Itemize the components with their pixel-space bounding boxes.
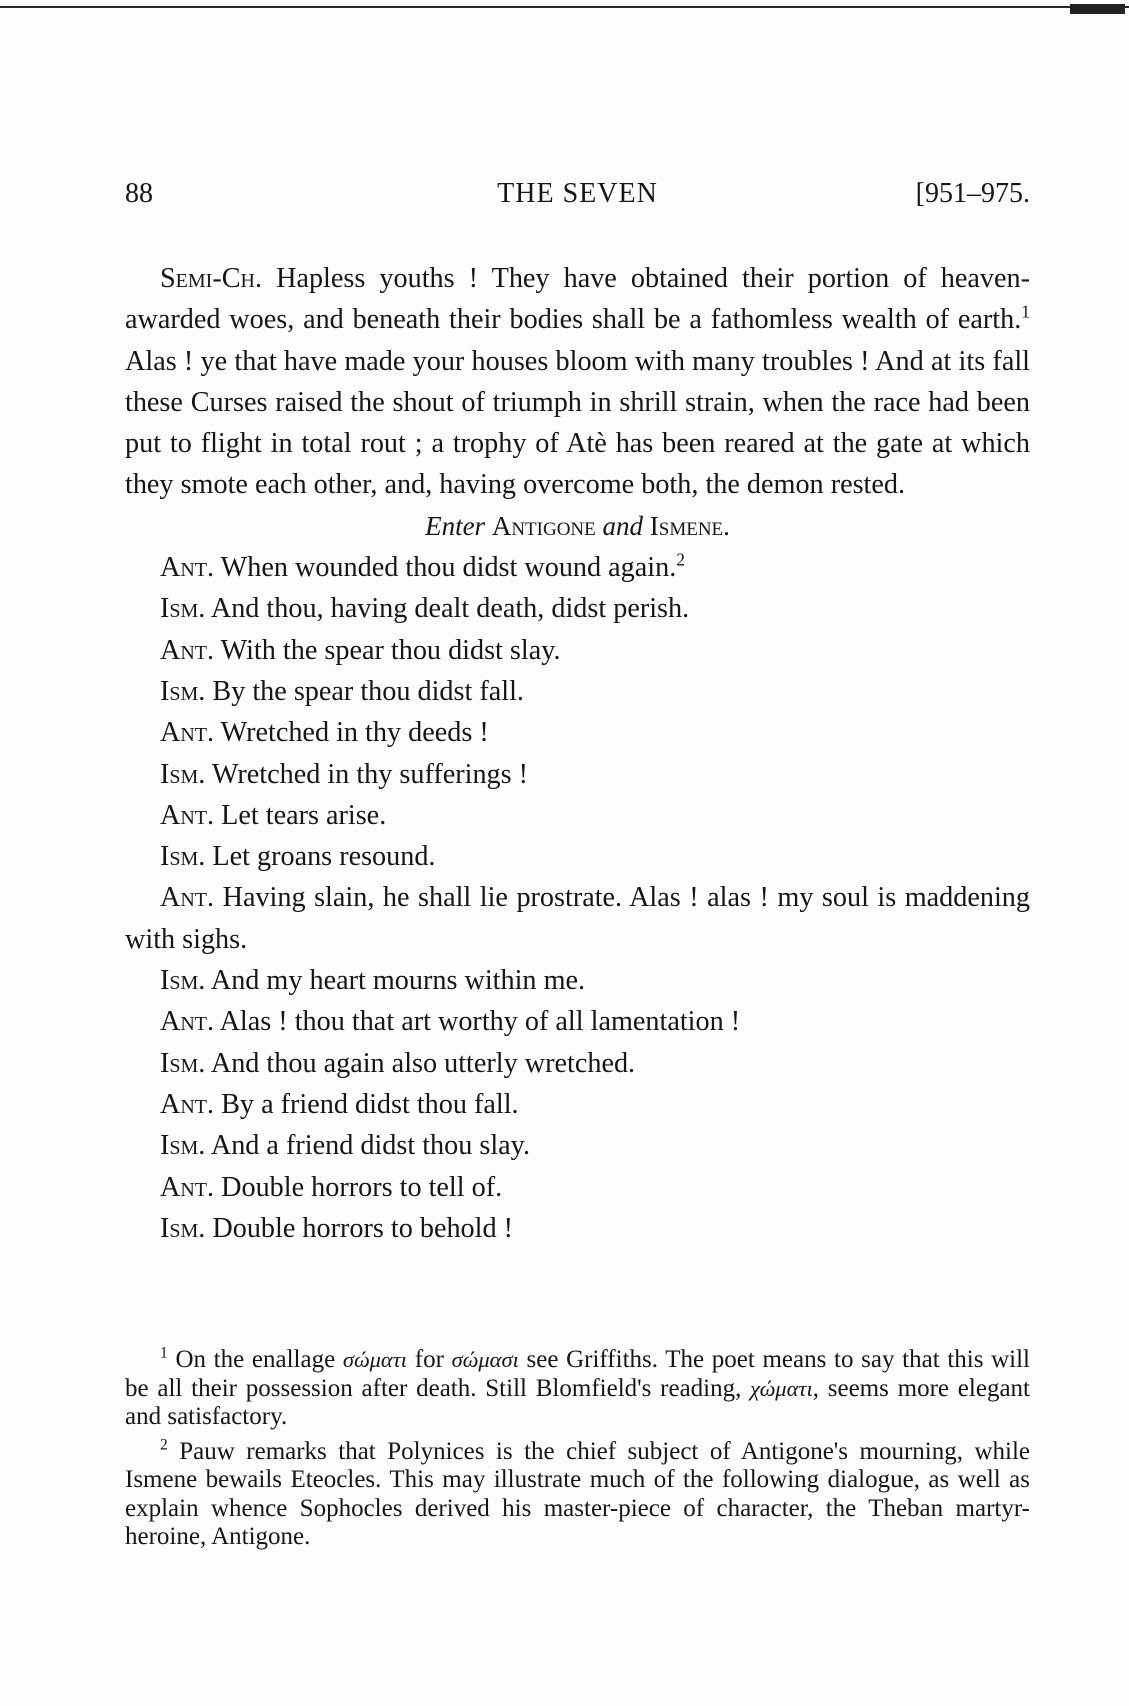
- speech-text: Double horrors to behold !: [212, 1212, 513, 1244]
- footnote: [125, 1438, 1030, 1552]
- speech-text: Having slain, he shall lie prostrate. Alas ! alas ! my soul is maddening with sighs.: [125, 882, 1030, 955]
- line-range: [951–975.: [915, 178, 1030, 209]
- speaker-label: Ism.: [160, 1047, 206, 1079]
- speech-text: Let tears arise.: [221, 799, 387, 831]
- character-name: Antigone: [491, 510, 596, 541]
- dialogue-line: [125, 1167, 1030, 1208]
- greek-word: σώματι: [342, 1347, 408, 1372]
- speaker-label: Ant.: [160, 882, 215, 914]
- speaker-label: Ism.: [160, 675, 206, 707]
- scan-mark: [1070, 4, 1125, 14]
- dialogue-line: [125, 1043, 1030, 1084]
- dialogue-line: [125, 547, 1030, 588]
- speaker-label: Ism.: [160, 1130, 206, 1162]
- semi-chorus-paragraph: [125, 258, 1030, 506]
- speaker-label: Ism.: [160, 965, 206, 997]
- speaker-label: Ism.: [160, 758, 206, 790]
- dialogue-line: [125, 1208, 1030, 1249]
- speaker-label: Ism.: [160, 1212, 206, 1244]
- footnote-text: see Griffiths. The poet means to say that this will be all their possession after death. Still Blomfield's reading,: [125, 1346, 1031, 1402]
- speech-text: By the spear thou didst fall.: [212, 675, 524, 707]
- body-text: [125, 258, 1030, 1249]
- dialogue-line: [125, 1001, 1030, 1042]
- speech-text: Alas ! ye that have made your houses bloom with many troubles ! And at its fall these Curses raised the shout of triumph in shrill strain, when the race had been put to flight in total rout ; a trophy of Atè has been reared at the gate at which they smote each other, and, having overcome both, the demon rested.: [125, 345, 1030, 501]
- speaker-label: Ant.: [160, 799, 215, 831]
- speaker-label: Ism.: [160, 593, 206, 625]
- dialogue-line: [125, 795, 1030, 836]
- speaker-label: Ant.: [160, 1088, 215, 1120]
- page-number: 88: [125, 178, 153, 209]
- dialogue-line: [125, 630, 1030, 671]
- speech-text: Wretched in thy deeds !: [220, 717, 489, 749]
- speaker-label: Semi-Ch.: [160, 263, 263, 294]
- speaker-label: Ant.: [160, 1171, 215, 1203]
- greek-word: χώματι: [750, 1375, 813, 1401]
- speech-text: And a friend didst thou slay.: [210, 1130, 530, 1162]
- footnote-text: On the enallage: [175, 1346, 343, 1373]
- dialogue-line: [125, 877, 1030, 960]
- footnote-marker: 1: [160, 1344, 168, 1362]
- speech-text: And thou again also utterly wretched.: [210, 1047, 636, 1079]
- speech-text: With the spear thou didst slay.: [220, 634, 561, 666]
- speaker-label: Ant.: [160, 717, 215, 749]
- page-header: [125, 178, 1030, 218]
- speaker-label: Ism.: [160, 841, 206, 873]
- character-name: Ismene.: [649, 510, 730, 541]
- speech-text: When wounded thou didst wound again.: [220, 552, 677, 584]
- running-title: THE SEVEN: [497, 178, 658, 209]
- speaker-label: Ant.: [160, 1006, 215, 1038]
- footnote-ref: 2: [676, 549, 685, 570]
- speech-text: Alas ! thou that art worthy of all lamentation !: [219, 1006, 741, 1038]
- speaker-label: Ant.: [160, 634, 215, 666]
- speech-text: By a friend didst thou fall.: [221, 1088, 519, 1120]
- footnote-text: , seems more elegant and satisfactory.: [125, 1374, 1030, 1430]
- speech-text: Double horrors to tell of.: [221, 1171, 503, 1203]
- greek-word: σώμασι: [451, 1347, 519, 1372]
- footnote-marker: 2: [160, 1436, 168, 1454]
- stage-word: and: [602, 510, 644, 541]
- footnote: [125, 1346, 1030, 1432]
- dialogue-line: [125, 1125, 1030, 1166]
- dialogue: [125, 547, 1030, 1249]
- speech-text: And thou, having dealt death, didst perish.: [210, 593, 690, 625]
- footnote-text: Pauw remarks that Polynices is the chief subject of Antigone's mourning, while Ismene bewails Eteocles. This may illustrate much of the following dialogue, as well as explain whence Sophocles derived his master-piece of character, the Theban martyr-heroine, Antigone.: [125, 1437, 1031, 1550]
- stage-direction: [125, 506, 1030, 547]
- dialogue-line: [125, 960, 1030, 1001]
- dialogue-line: [125, 836, 1030, 877]
- speech-text: Hapless youths ! They have obtained their portion of heaven-awarded woes, and beneath their bodies shall be a fathomless wealth of earth.: [125, 263, 1030, 336]
- speech-text: Wretched in thy sufferings !: [211, 758, 529, 790]
- speech-text: Let groans resound.: [212, 841, 436, 873]
- footnote-ref: 1: [1021, 301, 1030, 322]
- stage-word: Enter: [425, 510, 486, 541]
- dialogue-line: [125, 671, 1030, 712]
- footnote-text: for: [407, 1346, 452, 1373]
- dialogue-line: [125, 1084, 1030, 1125]
- speaker-label: Ant.: [160, 552, 215, 584]
- dialogue-line: [125, 754, 1030, 795]
- dialogue-line: [125, 712, 1030, 753]
- dialogue-line: [125, 588, 1030, 629]
- speech-text: And my heart mourns within me.: [210, 965, 586, 997]
- top-rule: [0, 6, 1129, 8]
- footnotes: [125, 1346, 1030, 1558]
